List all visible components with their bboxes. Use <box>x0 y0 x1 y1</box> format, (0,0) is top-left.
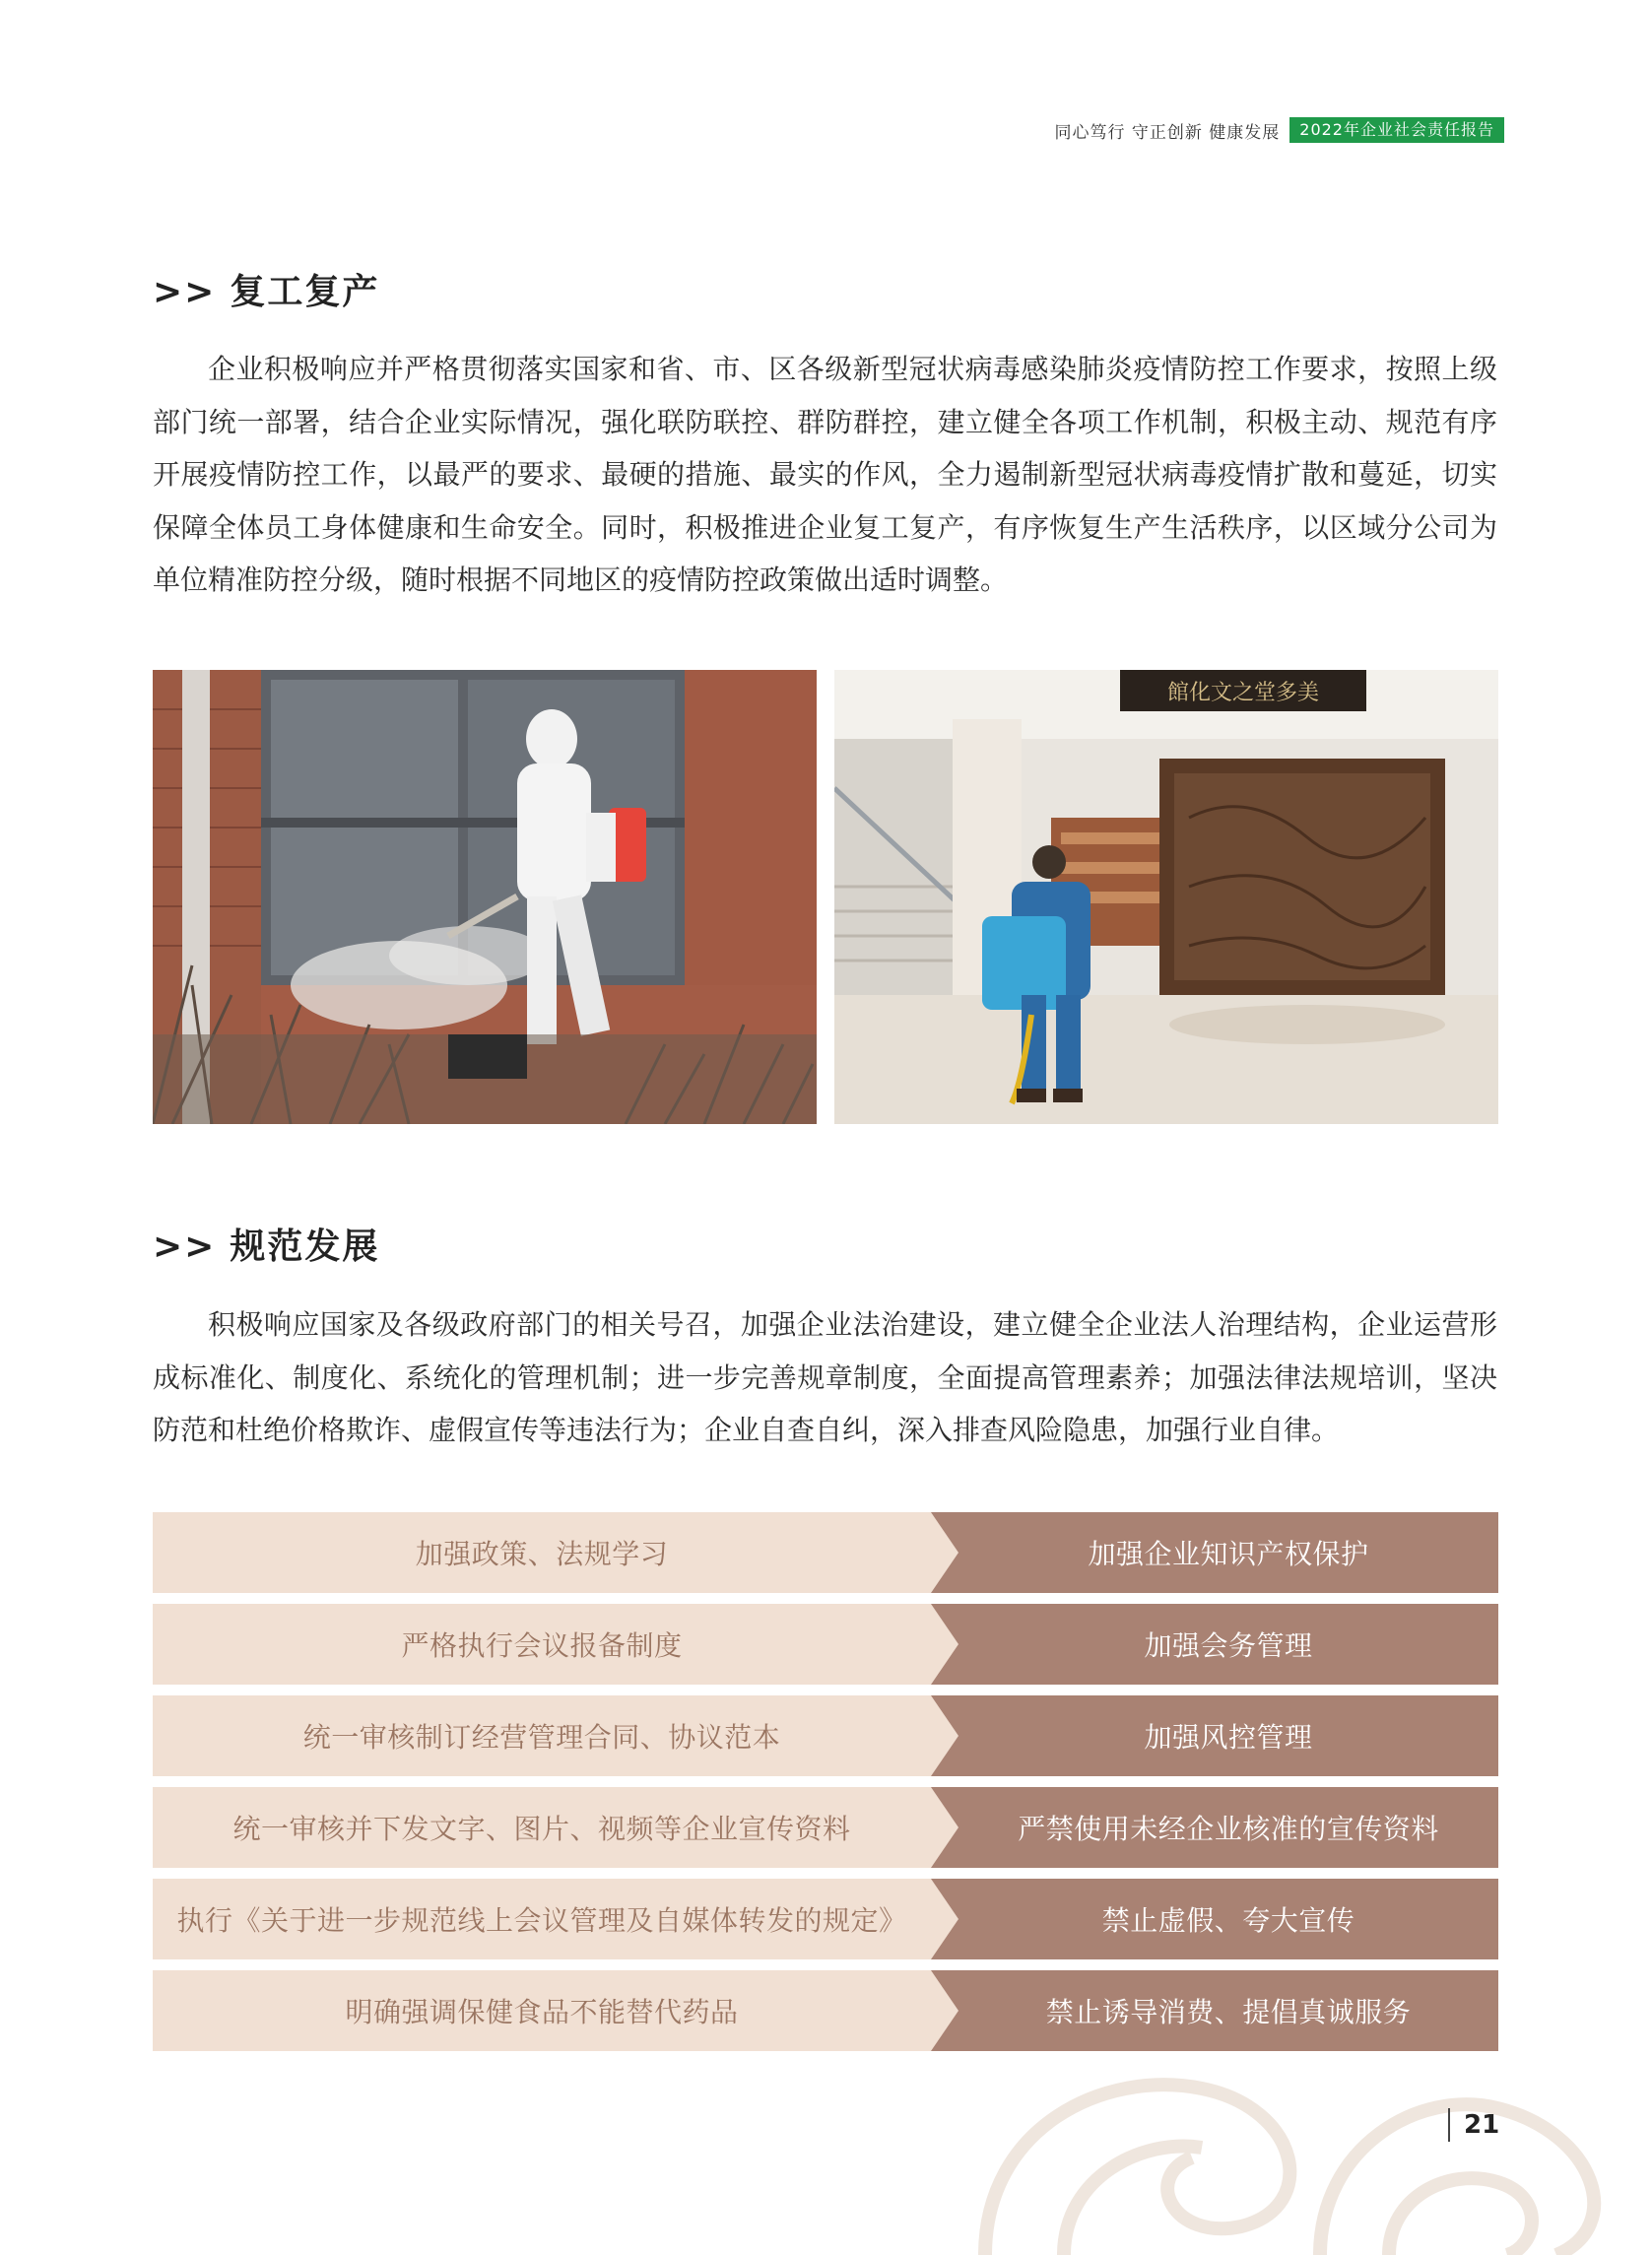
section2-paragraph: 积极响应国家及各级政府部门的相关号召，加强企业法治建设，建立健全企业法人治理结构，企业运营形成标准化、制度化、系统化的管理机制；进一步完善规章制度，全面提高管理素养；加强法律法规培训，坚决防范和杜绝价格欺诈、虚假宣传等违法行为；企业自查自纠，深入排查风险隐患，加强行业自律。 <box>153 1308 1497 1446</box>
measure-row <box>153 1512 1498 1593</box>
measure-right-cell: 加强风控管理 <box>931 1695 1498 1776</box>
measure-right-cell: 严禁使用未经企业核准的宣传资料 <box>931 1787 1498 1868</box>
measure-right-cell: 禁止诱导消费、提倡真诚服务 <box>931 1970 1498 2051</box>
decorative-cloud-pattern <box>946 2010 1652 2255</box>
photo-indoor-disinfection <box>834 670 1498 1124</box>
measure-left-cell: 加强政策、法规学习 <box>153 1512 931 1593</box>
section-arrow: >> <box>153 272 217 312</box>
page-header <box>1054 116 1504 144</box>
photo-outdoor-disinfection <box>153 670 817 1124</box>
measure-left-cell: 执行《关于进一步规范线上会议管理及自媒体转发的规定》 <box>153 1879 931 1959</box>
header-report-badge: 2022年企业社会责任报告 <box>1289 117 1504 143</box>
section1-paragraph: 企业积极响应并严格贯彻落实国家和省、市、区各级新型冠状病毒感染肺炎疫情防控工作要求，按照上级部门统一部署，结合企业实际情况，强化联防联控、群防群控，建立健全各项工作机制，积极主动、规范有序开展疫情防控工作，以最严的要求、最硬的措施、最实的作风，全力遏制新型冠状病毒疫情扩散和蔓延，切实保障全体员工身体健康和生命安全。同时，积极推进企业复工复产，有序恢复生产生活秩序，以区域分公司为单位精准防控分级，随时根据不同地区的疫情防控政策做出适时调整。 <box>153 353 1497 596</box>
measure-right-cell: 加强会务管理 <box>931 1604 1498 1685</box>
measures-table <box>153 1512 1498 2062</box>
section-title-resume-production <box>153 264 379 314</box>
measure-left-cell: 统一审核制订经营管理合同、协议范本 <box>153 1695 931 1776</box>
measure-row <box>153 1695 1498 1776</box>
section-arrow: >> <box>153 1227 217 1267</box>
measure-left-cell: 统一审核并下发文字、图片、视频等企业宣传资料 <box>153 1787 931 1868</box>
section-title-text: 规范发展 <box>230 1227 380 1267</box>
measure-right-cell: 加强企业知识产权保护 <box>931 1512 1498 1593</box>
header-slogan: 同心笃行 守正创新 健康发展 <box>1054 122 1281 143</box>
measure-right-cell: 禁止虚假、夸大宣传 <box>931 1879 1498 1959</box>
measure-row <box>153 1879 1498 1959</box>
section-title-text: 复工复产 <box>230 272 380 312</box>
page-number: 21 <box>1448 2108 1499 2142</box>
section-title-standardized-development <box>153 1219 379 1269</box>
measure-left-cell: 严格执行会议报备制度 <box>153 1604 931 1685</box>
measure-row <box>153 1604 1498 1685</box>
photo-outdoor-disinfection-image <box>153 670 817 1124</box>
measure-row <box>153 1787 1498 1868</box>
measure-left-cell: 明确强调保健食品不能替代药品 <box>153 1970 931 2051</box>
photo-indoor-disinfection-image <box>834 670 1498 1124</box>
sign-board-text: 館化文之堂多美 <box>1166 681 1320 705</box>
